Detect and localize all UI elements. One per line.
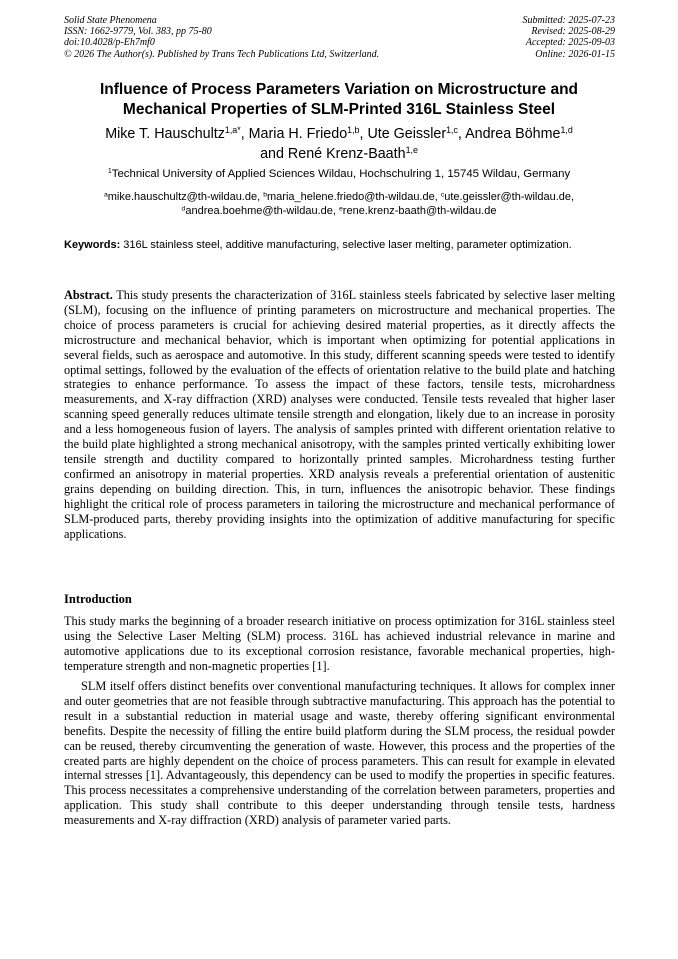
email-link[interactable]: mike.hauschultz@th-wildau.de, (107, 191, 264, 203)
email-link[interactable]: rene.krenz-baath@th-wildau.de (342, 205, 497, 217)
author-affil-mark: 1,b (347, 125, 360, 136)
keywords (64, 238, 615, 252)
author-name: Andrea Böhme (465, 126, 561, 142)
author-line-2 (40, 145, 638, 165)
doi: doi:10.4028/p-Eh7mf0 (64, 37, 155, 49)
paper-title (40, 80, 638, 119)
author-affil-mark: 1,d (560, 125, 573, 136)
section-heading-introduction: Introduction (64, 592, 132, 606)
title-line-1: Influence of Process Parameters Variation on Microstructure and (99, 81, 579, 98)
author-name: Mike T. Hauschultz (105, 126, 225, 142)
author-affil-mark: 1,c (446, 125, 458, 136)
journal-header (64, 15, 615, 65)
accepted-date: Accepted: 2025-09-03 (525, 37, 615, 49)
submitted-date: Submitted: 2025-07-23 (522, 15, 615, 26)
affiliation-mark: 1 (107, 168, 112, 176)
author-emails (40, 190, 638, 218)
title-line-2: Mechanical Properties of SLM-Printed 316L Stainless Steel (122, 100, 556, 118)
author-affil-mark: 1,a* (224, 125, 241, 136)
affiliation (40, 167, 638, 181)
abstract-label: Abstract. (64, 288, 113, 302)
author-list (40, 125, 638, 164)
copyright: © 2026 The Author(s). Published by Trans Tech Publications Ltd, Switzerland. (64, 48, 380, 60)
email-line-2: $^d$andrea.boehme@th-wildau.de, $^e$rene.krenz-baath@th-wildau.de (181, 205, 497, 217)
author-affil-mark: 1,e (405, 144, 418, 155)
abstract-text: This study presents the characterization of 316L stainless steels fabricated by selective laser melting (SLM), focusing on the influence of printing parameters on microstructure and mechanical properties. The choice of process parameters is crucial for achieving desired material properties, as it directly affects the microstructure and mechanical behavior, which is important when optimizing for potential applications in several fields, such as aerospace and automotive. In this study, different scanning speeds were tested to identify optimal settings, followed by the evaluation of the effects of orientation relative to the build plate and hatching strategies to enhance performance. To assess the impact of these factors, tensile tests, microhardness measurements, and X-ray diffraction (XRD) analyses were conducted. Tensile tests revealed that higher laser scanning speed generally reduces ultimate tensile strength and elongation, likely due to an increase in porosity and a less homogeneous fusion of layers. The analysis of samples printed with different orientation relative to the build plate highlighted a strong mechanical anisotropy, with the samples printed vertically exhibiting lower tensile strength and ductility compared to horizontally printed samples. Microhardness testing further confirmed an anisotropy in material properties. XRD analysis reveals a preferential orientation of austenitic grains depending on building direction. This, in turn, influences the anisotropic behavior. These findings highlight the critical role of process parameters in tailoring the microstructure and mechanical performance of SLM-produced parts, thereby providing insights into the optimization of additive manufacturing for specific applications. (64, 288, 615, 541)
publication-info (64, 15, 464, 60)
author-name: Ute Geissler (367, 126, 447, 142)
issn-volume: ISSN: 1662-9779, Vol. 383, pp 75-80 (64, 26, 212, 38)
author-line-1: Mike T. Hauschultz$^{1,a*}$, Maria H. Friedo$^{1,b}$, Ute Geissler$^{1,c}$, Andrea Böhme$^{1,d}$ (105, 125, 573, 142)
history-dates (415, 15, 615, 60)
keywords-label: Keywords: (64, 239, 121, 251)
email-link[interactable]: maria_helene.friedo@th-wildau.de, (267, 191, 441, 203)
intro-paragraph-2: SLM itself offers distinct benefits over conventional manufacturing techniques. It allows for complex inner and outer geometries that are not feasible through subtractive manufacturing. This approach has the potential to result in a substantial reduction in material usage and waste, thereby offering significant environmental benefits. Despite the necessity of filling the entire build platform during the SLM process, the residual powder can be reused, thereby circumventing the generation of waste. However, this process and the properties of the created parts are highly dependent on the choice of process parameters. This can result for example in elevated internal stresses [1]. Advantageously, this dependency can be used to modify the properties in specific features. This process necessitates a comprehensive understanding of the correlation between parameters, properties and application. This study shall contribute to this deeper understanding through tensile tests, hardness measurements and X-ray diffraction (XRD) analysis of parameter varied parts. (64, 679, 615, 828)
keywords-text: 316L stainless steel, additive manufacturing, selective laser melting, parameter optimization. (120, 239, 572, 251)
affiliation-text: Technical University of Applied Sciences Wildau, Hochschulring 1, 15745 Wildau, Germany (111, 168, 571, 180)
abstract (64, 288, 615, 541)
email-link[interactable]: ute.geissler@th-wildau.de, (444, 191, 575, 203)
journal-name: Solid State Phenomena (64, 15, 157, 26)
email-link[interactable]: andrea.boehme@th-wildau.de, (185, 205, 339, 217)
author-name: Maria H. Friedo (248, 126, 348, 142)
intro-paragraph-1: This study marks the beginning of a broader research initiative on process optimization for 316L stainless steel using the Selective Laser Melting (SLM) process. 316L has achieved industrial relevance in marine and automotive applications due to its exceptional corrosion resistance, favorable mechanical properties, high-temperature strength and non-magnetic properties [1]. (64, 614, 615, 673)
online-date: Online: 2026-01-15 (535, 48, 615, 60)
revised-date: Revised: 2025-08-29 (531, 26, 615, 38)
email-line-1: $^a$mike.hauschultz@th-wildau.de, $^b$maria_helene.friedo@th-wildau.de, $^c$ute.geissler@th-wildau.de, (103, 191, 575, 203)
author-name: and René Krenz-Baath (260, 145, 406, 162)
